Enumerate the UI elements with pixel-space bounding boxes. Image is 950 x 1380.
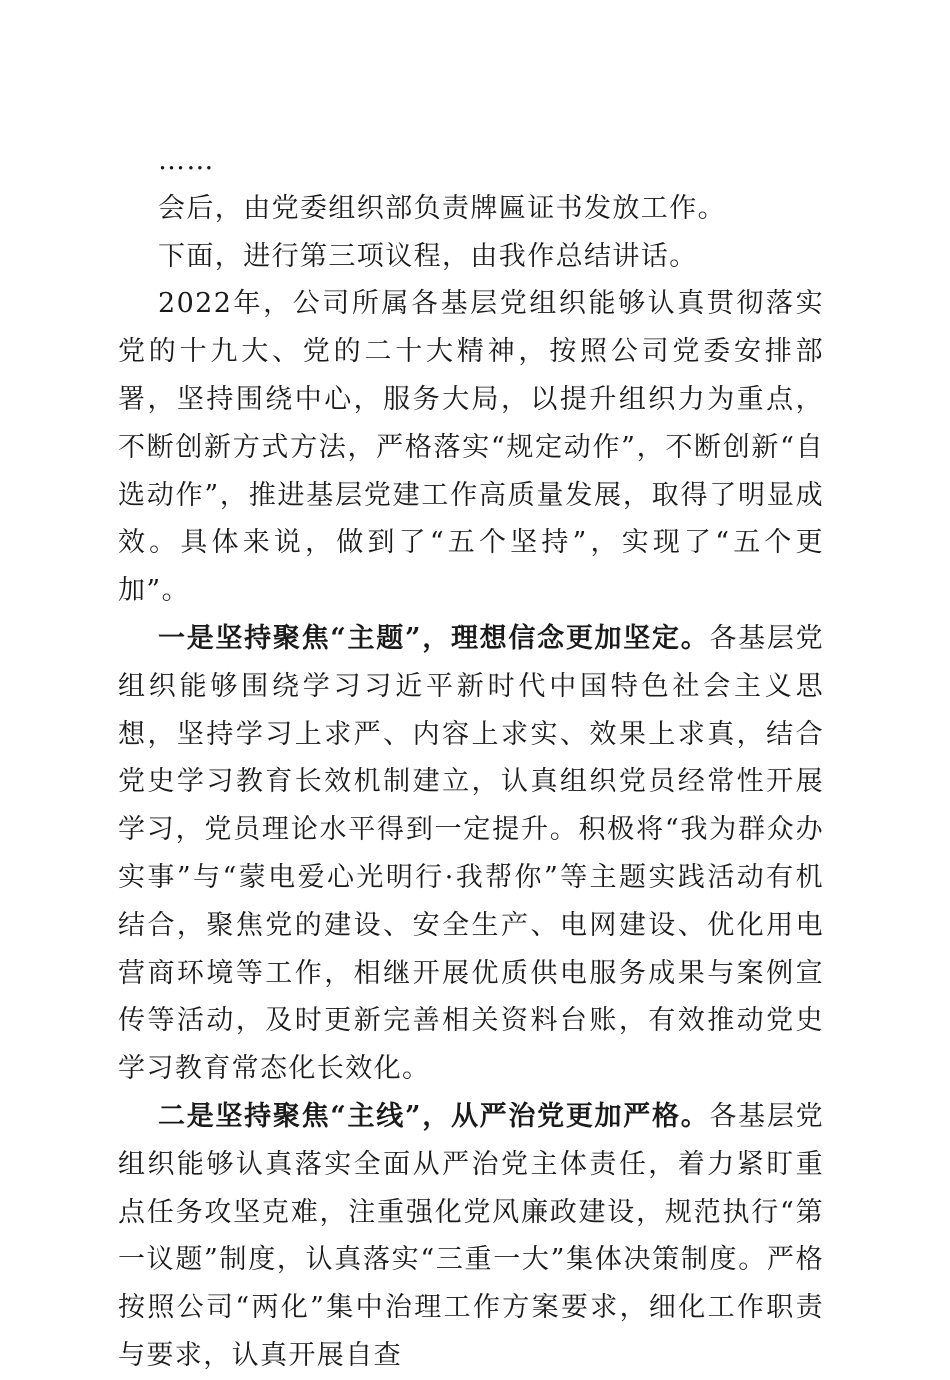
paragraph-5-lead: 二是坚持聚焦“主线”，从严治党更加严格。 [158,1100,710,1132]
paragraph-5 [118,1093,824,1380]
paragraph-4-text: 各基层党组织能够围绕学习习近平新时代中国特色社会主义思想，坚持学习上求严、内容上求实、效果上求真，结合党史学习教育长效机制建立，认真组织党员经常性开展学习，党员理论水平得到一定提升。积极将“我为群众办实事”与“蒙电爱心光明行·我帮你”等主题实践活动有机结合，聚焦党的建设、安全生产、电网建设、优化用电营商环境等工作，相继开展优质供电服务成果与案例宣传等活动，及时更新完善相关资料台账，有效推动党史学习教育常态化长效化。 [118,622,824,1085]
paragraph-4 [118,615,824,1093]
ellipsis-line: …… [158,145,215,176]
paragraph-1-text: 会后，由党委组织部负责牌匾证书发放工作。 [158,192,726,224]
document-body [118,137,824,1380]
paragraph-4-lead: 一是坚持聚焦“主题”，理想信念更加坚定。 [158,622,710,654]
paragraph-3-text: 2022年，公司所属各基层党组织能够认真贯彻落实党的十九大、党的二十大精神，按照公司党委安排部署，坚持围绕中心，服务大局，以提升组织力为重点，不断创新方式方法，严格落实“规定动作”，不断创新“自选动作”，推进基层党建工作高质量发展，取得了明显成效。具体来说，做到了“五个坚持”，实现了“五个更加”。 [118,288,824,607]
paragraph-2-text: 下面，进行第三项议程，由我作总结讲话。 [158,240,698,272]
paragraph-5-text: 各基层党组织能够认真落实全面从严治党主体责任，着力紧盯重点任务攻坚克难，注重强化党风廉政建设，规范执行“第一议题”制度，认真落实“三重一大”集体决策制度。严格按照公司“两化”集中治理工作方案要求，细化工作职责与要求，认真开展自查 [118,1100,824,1371]
paragraph-2 [118,233,824,281]
paragraph-1 [118,185,824,233]
paragraph-3 [118,280,824,615]
